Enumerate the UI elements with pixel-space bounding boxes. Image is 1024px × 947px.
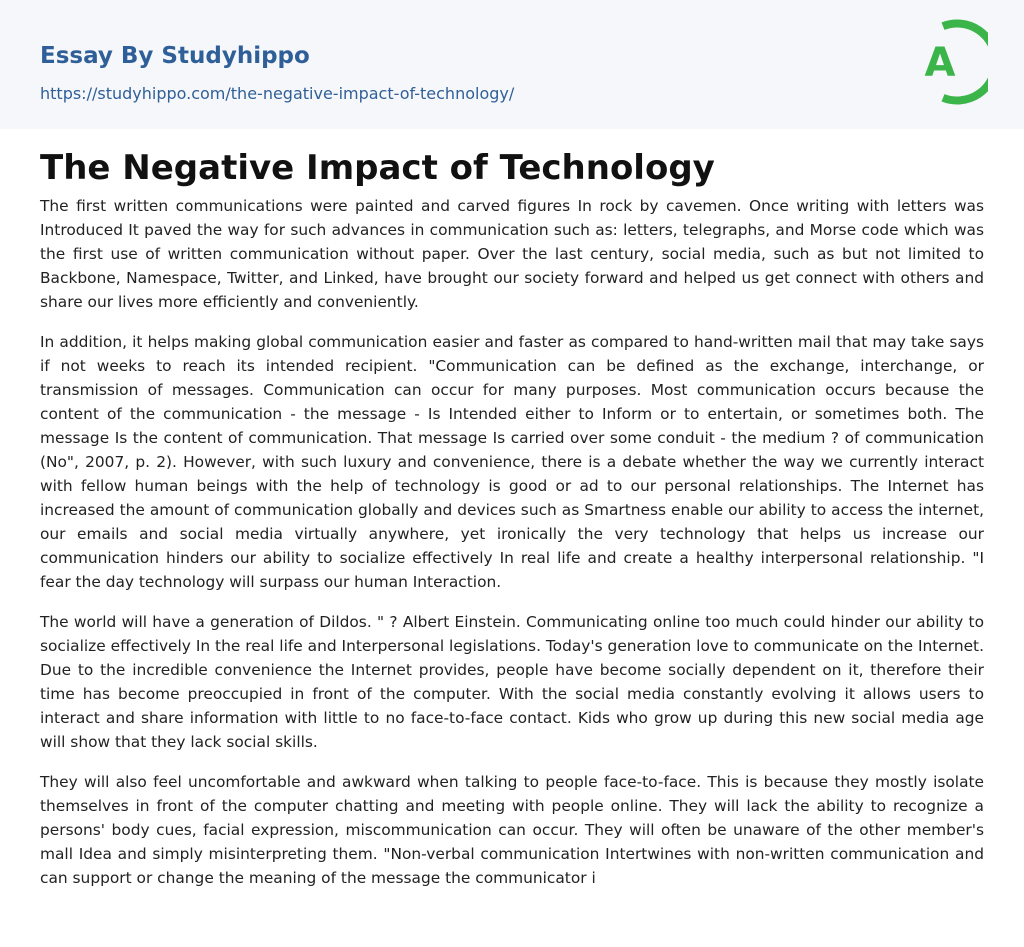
article-paragraph: The world will have a generation of Dildos. " ? Albert Einstein. Communicating online too much could hinder our ability to socialize effectively In the real life and Interpersonal legislations. Today's generation love to communicate on the Internet. Due to the incredible convenience the Internet provides, people have become socially dependent on it, therefore their time has become preoccupied in front of the computer. With the social media constantly evolving it allows users to interact and share information with little to no face-to-face contact. Kids who grow up during this new social media age will show that they lack social skills. bbox=[40, 613, 984, 751]
circular-a-logo-icon[interactable] bbox=[910, 18, 988, 106]
article-paragraph: They will also feel uncomfortable and awkward when talking to people face-to-face. This is because they mostly isolate themselves in front of the computer chatting and meeting with people online. They will lack the ability to recognize a persons' body cues, facial expression, miscommunication can occur. They will often be unaware of the other member's mall Idea and simply misinterpreting them. "Non-verbal communication Intertwines with non-written communication and can support or change the meaning of the message the communicator i bbox=[40, 773, 984, 887]
site-brand[interactable]: Essay By Studyhippo bbox=[40, 43, 310, 69]
logo-letter: A bbox=[924, 40, 956, 86]
article-paragraph: In addition, it helps making global communication easier and faster as compared to hand-written mail that may take says if not weeks to reach its intended recipient. "Communication can be defined as the exchange, interchange, or transmission of messages. Communication can occur for many purposes. Most communication occurs because the content of the communication - the message - Is Intended either to Inform or to entertain, or sometimes both. The message Is the content of communication. That message Is carried over some conduit - the medium ? of communication (No", 2007, p. 2). However, with such luxury and convenience, there is a debate whether the way we currently interact with fellow human beings with the help of technology is good or ad to our personal relationships. The Internet has increased the amount of communication globally and devices such as Smartness enable our ability to access the internet, our emails and social media virtually anywhere, yet ironically the very technology that helps us increase our communication hinders our ability to socialize effectively In real life and create a healthy interpersonal relationship. "I fear the day technology will surpass our human Interaction. bbox=[40, 333, 984, 591]
article-paragraph: The first written communications were painted and carved figures In rock by cavemen. Once writing with letters was Introduced It paved the way for such advances in communication such as: letters, telegraphs, and Morse code which was the first use of written communication without paper. Over the last century, social media, such as but not limited to Backbone, Namespace, Twitter, and Linked, have brought our society forward and helped us get connect with others and share our lives more efficiently and conveniently. bbox=[40, 197, 984, 311]
page-header bbox=[0, 0, 1024, 129]
article-title: The Negative Impact of Technology bbox=[40, 148, 715, 188]
article-body bbox=[40, 194, 984, 906]
source-url-link[interactable]: https://studyhippo.com/the-negative-impact-of-technology/ bbox=[40, 84, 515, 103]
